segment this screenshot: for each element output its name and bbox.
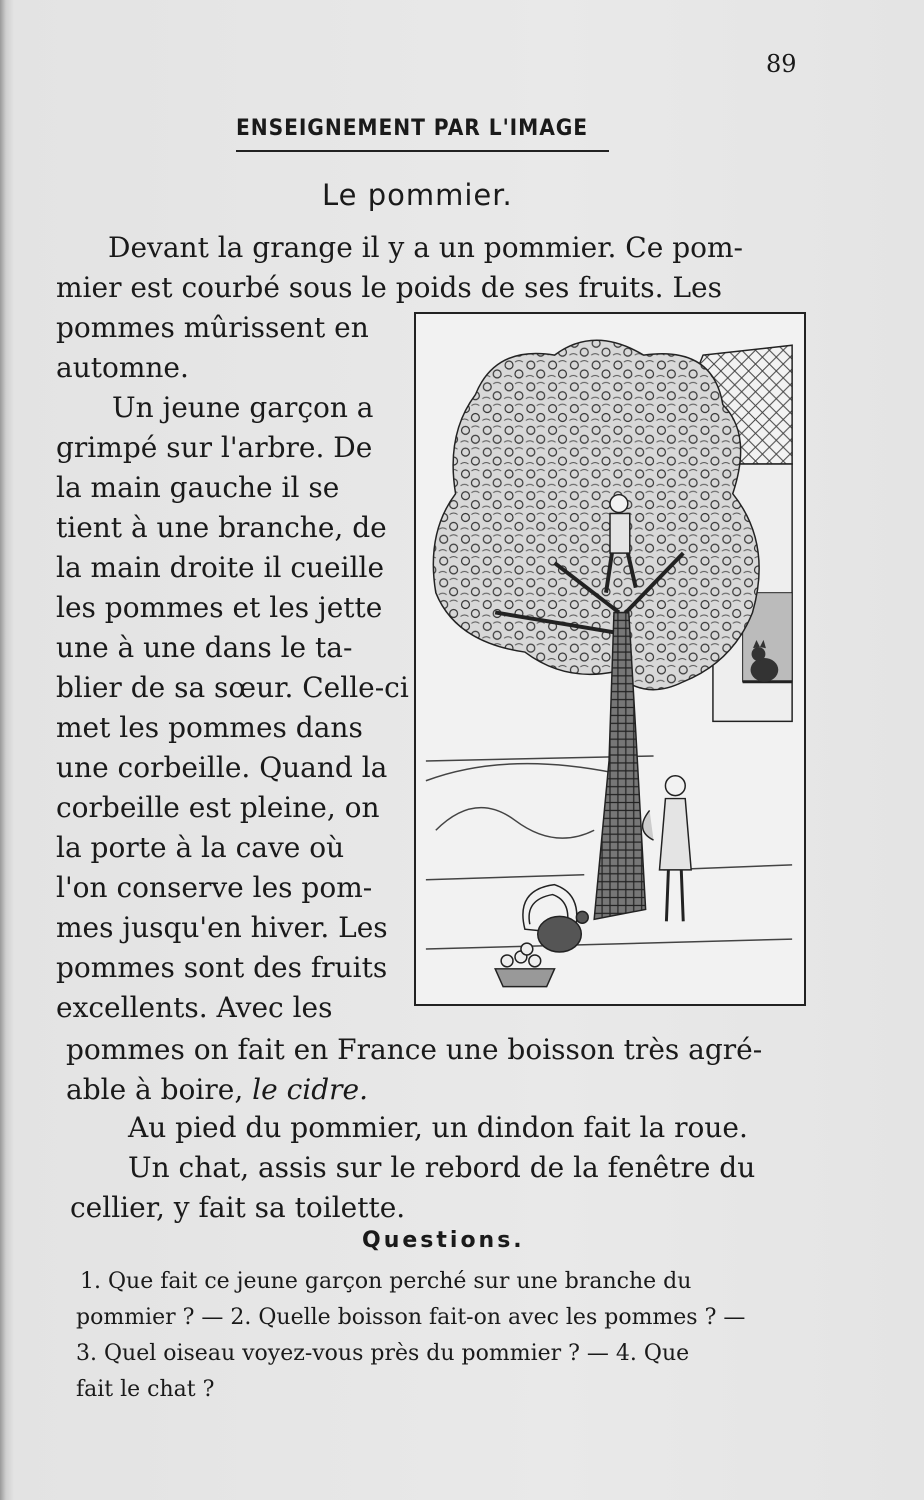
text-line: tient à une branche, de (56, 511, 387, 544)
text-line: les pommes et les jette (56, 591, 383, 624)
text-line: pommes mûrissent en (56, 311, 369, 344)
text-line: automne. (56, 351, 189, 384)
text-line: pommes sont des fruits (56, 951, 388, 984)
text-line: Un jeune garçon a (112, 391, 374, 424)
italic-term: le cidre. (252, 1073, 368, 1106)
text-line: pommes on fait en France une boisson très agré- (66, 1033, 763, 1066)
heading-underline (236, 150, 609, 152)
text-line: met les pommes dans (56, 711, 363, 744)
text-fragment: able à boire, (66, 1073, 244, 1106)
illustration-drawing (416, 314, 804, 1004)
question-line: 3. Quel oiseau voyez-vous près du pommier ? — 4. Que (76, 1341, 690, 1366)
text-line: la main gauche il se (56, 471, 340, 504)
girl-with-apron (643, 776, 692, 922)
text-line: blier de sa sœur. Celle-ci (56, 671, 409, 704)
questions-title: Questions. (362, 1228, 525, 1253)
text-line (66, 1070, 368, 1110)
text-line: mes jusqu'en hiver. Les (56, 911, 388, 944)
text-line: une à une dans le ta- (56, 631, 353, 664)
text-line: Un chat, assis sur le rebord de la fenêtre du (128, 1151, 756, 1184)
text-line: cellier, y fait sa toilette. (70, 1191, 406, 1224)
text-line: Devant la grange il y a un pommier. Ce pom- (108, 231, 743, 264)
text-line: une corbeille. Quand la (56, 751, 388, 784)
turkey (523, 885, 588, 952)
question-line: 1. Que fait ce jeune garçon perché sur une branche du (80, 1269, 692, 1294)
lesson-title: Le pommier. (322, 178, 513, 212)
page-number: 89 (766, 50, 797, 78)
question-line: pommier ? — 2. Quelle boisson fait-on avec les pommes ? — (76, 1305, 746, 1330)
text-line: l'on conserve les pom- (56, 871, 373, 904)
question-line: fait le chat ? (76, 1377, 215, 1402)
text-line: la main droite il cueille (56, 551, 385, 584)
text-line: la porte à la cave où (56, 831, 345, 864)
apple-basket (495, 943, 554, 987)
text-line: grimpé sur l'arbre. De (56, 431, 373, 464)
text-line: mier est courbé sous le poids de ses fruits. Les (56, 271, 722, 304)
apple-tree-illustration (414, 312, 806, 1006)
tree-crown (433, 340, 759, 689)
section-heading: ENSEIGNEMENT PAR L'IMAGE (236, 116, 589, 141)
text-line: corbeille est pleine, on (56, 791, 380, 824)
text-line: excellents. Avec les (56, 991, 333, 1024)
text-line: Au pied du pommier, un dindon fait la roue. (128, 1111, 748, 1144)
